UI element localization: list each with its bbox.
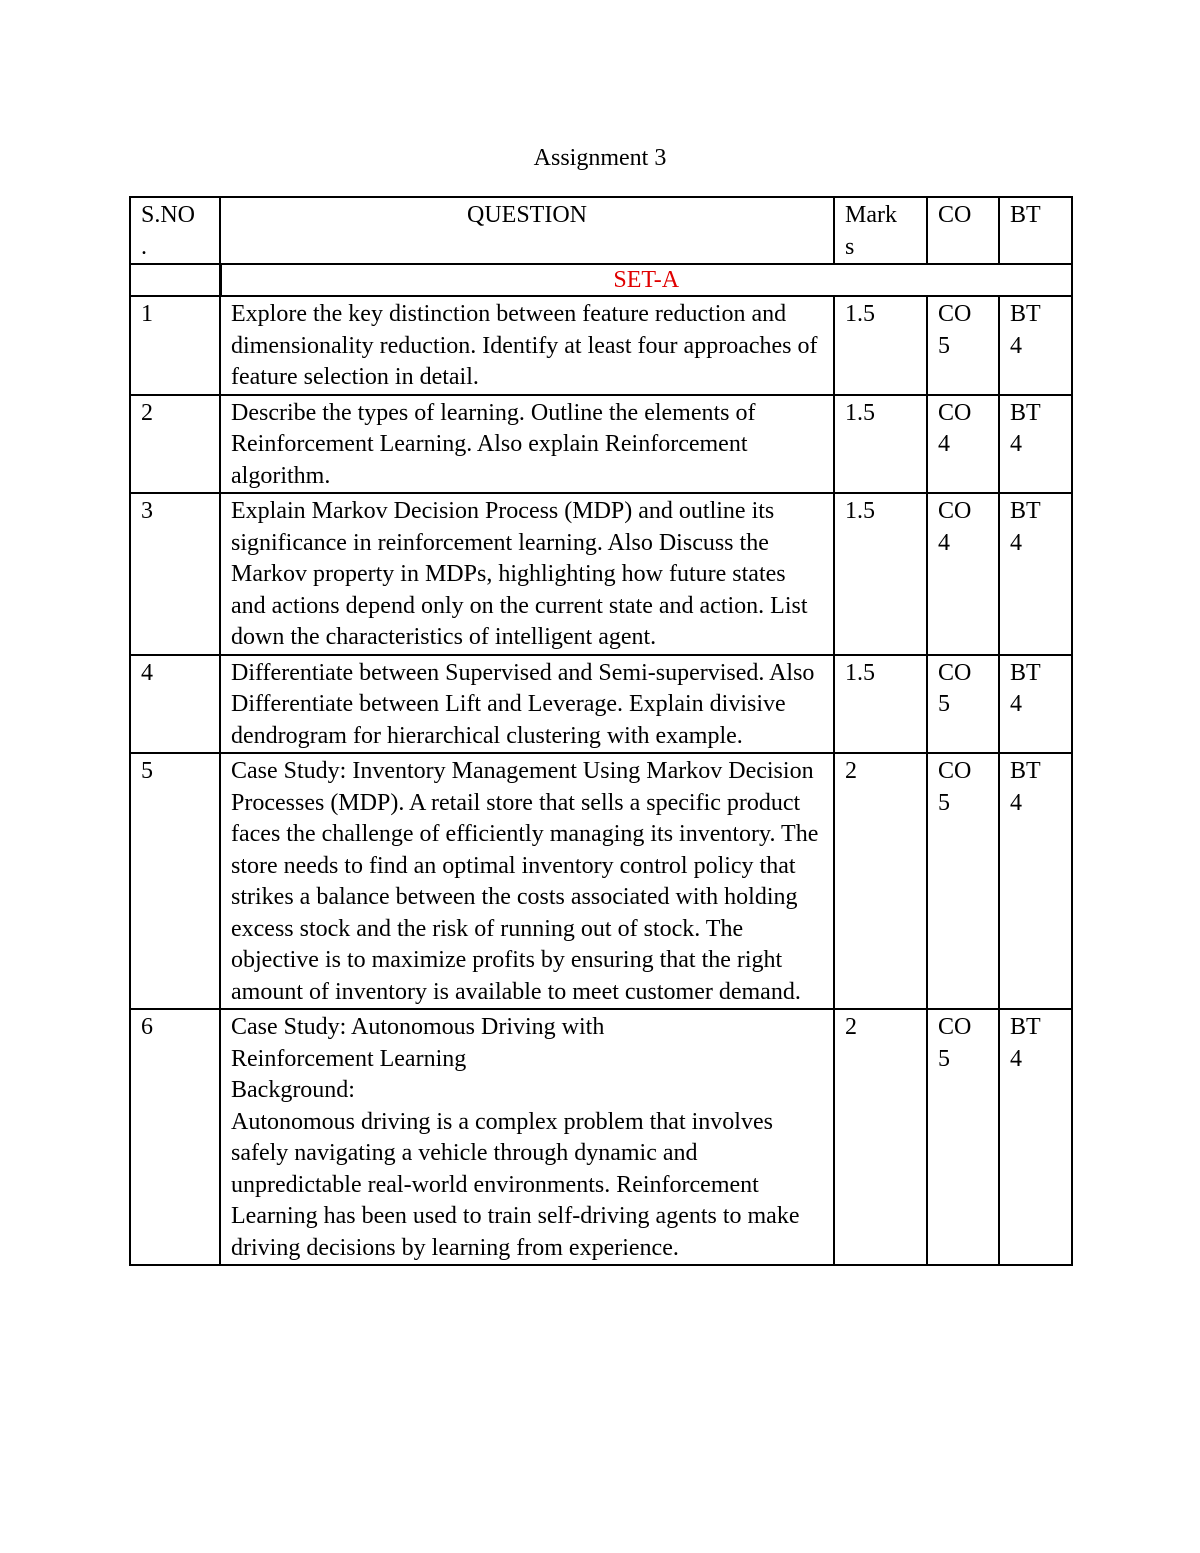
row-marks: 1.5 (834, 493, 927, 655)
row-question: Explain Markov Decision Process (MDP) and outline its significance in reinforcement learning. Also Discuss the Markov property in MDPs, highlighting how future states and actions depend only on the current state and action. List down the characteristics of intelligent agent. (220, 493, 834, 655)
table-row (130, 753, 1072, 1009)
header-row (130, 197, 1072, 264)
row-sno: 2 (130, 395, 220, 494)
row-question: Describe the types of learning. Outline the elements of Reinforcement Learning. Also explain Reinforcement algorithm. (220, 395, 834, 494)
header-sno: S.NO . (130, 197, 220, 264)
header-question: QUESTION (220, 197, 834, 264)
row-co: CO 5 (927, 1009, 999, 1265)
table-row (130, 655, 1072, 754)
row-marks: 2 (834, 1009, 927, 1265)
row-sno: 3 (130, 493, 220, 655)
row-co: CO 5 (927, 753, 999, 1009)
row-question: Differentiate between Supervised and Semi-supervised. Also Differentiate between Lift and Leverage. Explain divisive dendrogram for hierarchical clustering with example. (220, 655, 834, 754)
row-question: Explore the key distinction between feature reduction and dimensionality reduction. Identify at least four approaches of feature selection in detail. (220, 296, 834, 395)
row-co: CO 4 (927, 493, 999, 655)
header-bt: BT (999, 197, 1072, 264)
row-bt: BT 4 (999, 395, 1072, 494)
row-sno: 5 (130, 753, 220, 1009)
questions-table (129, 196, 1073, 1266)
table-row (130, 493, 1072, 655)
set-label: SET-A (220, 264, 1072, 296)
row-co: CO 5 (927, 655, 999, 754)
row-co: CO 4 (927, 395, 999, 494)
table-row (130, 296, 1072, 395)
table-row (130, 395, 1072, 494)
row-bt: BT 4 (999, 655, 1072, 754)
set-row (130, 264, 1072, 296)
set-row-spacer (130, 264, 220, 296)
row-marks: 2 (834, 753, 927, 1009)
row-bt: BT 4 (999, 1009, 1072, 1265)
row-marks: 1.5 (834, 395, 927, 494)
row-bt: BT 4 (999, 296, 1072, 395)
row-sno: 1 (130, 296, 220, 395)
row-sno: 4 (130, 655, 220, 754)
row-question: Case Study: Autonomous Driving with Reinforcement Learning Background: Autonomous driving is a complex problem that involves safely navigating a vehicle through dynamic and unpredictable real-world environments. Reinforcement Learning has been used to train self-driving agents to make driving decisions by learning from experience. (220, 1009, 834, 1265)
document-title: Assignment 3 (533, 145, 667, 171)
row-sno: 6 (130, 1009, 220, 1265)
header-marks: Mark s (834, 197, 927, 264)
row-question: Case Study: Inventory Management Using Markov Decision Processes (MDP). A retail store that sells a specific product faces the challenge of efficiently managing its inventory. The store needs to find an optimal inventory control policy that strikes a balance between the costs associated with holding excess stock and the risk of running out of stock. The objective is to maximize profits by ensuring that the right amount of inventory is available to meet customer demand. (220, 753, 834, 1009)
header-co: CO (927, 197, 999, 264)
row-marks: 1.5 (834, 655, 927, 754)
row-marks: 1.5 (834, 296, 927, 395)
row-bt: BT 4 (999, 753, 1072, 1009)
row-co: CO 5 (927, 296, 999, 395)
table-row (130, 1009, 1072, 1265)
row-bt: BT 4 (999, 493, 1072, 655)
